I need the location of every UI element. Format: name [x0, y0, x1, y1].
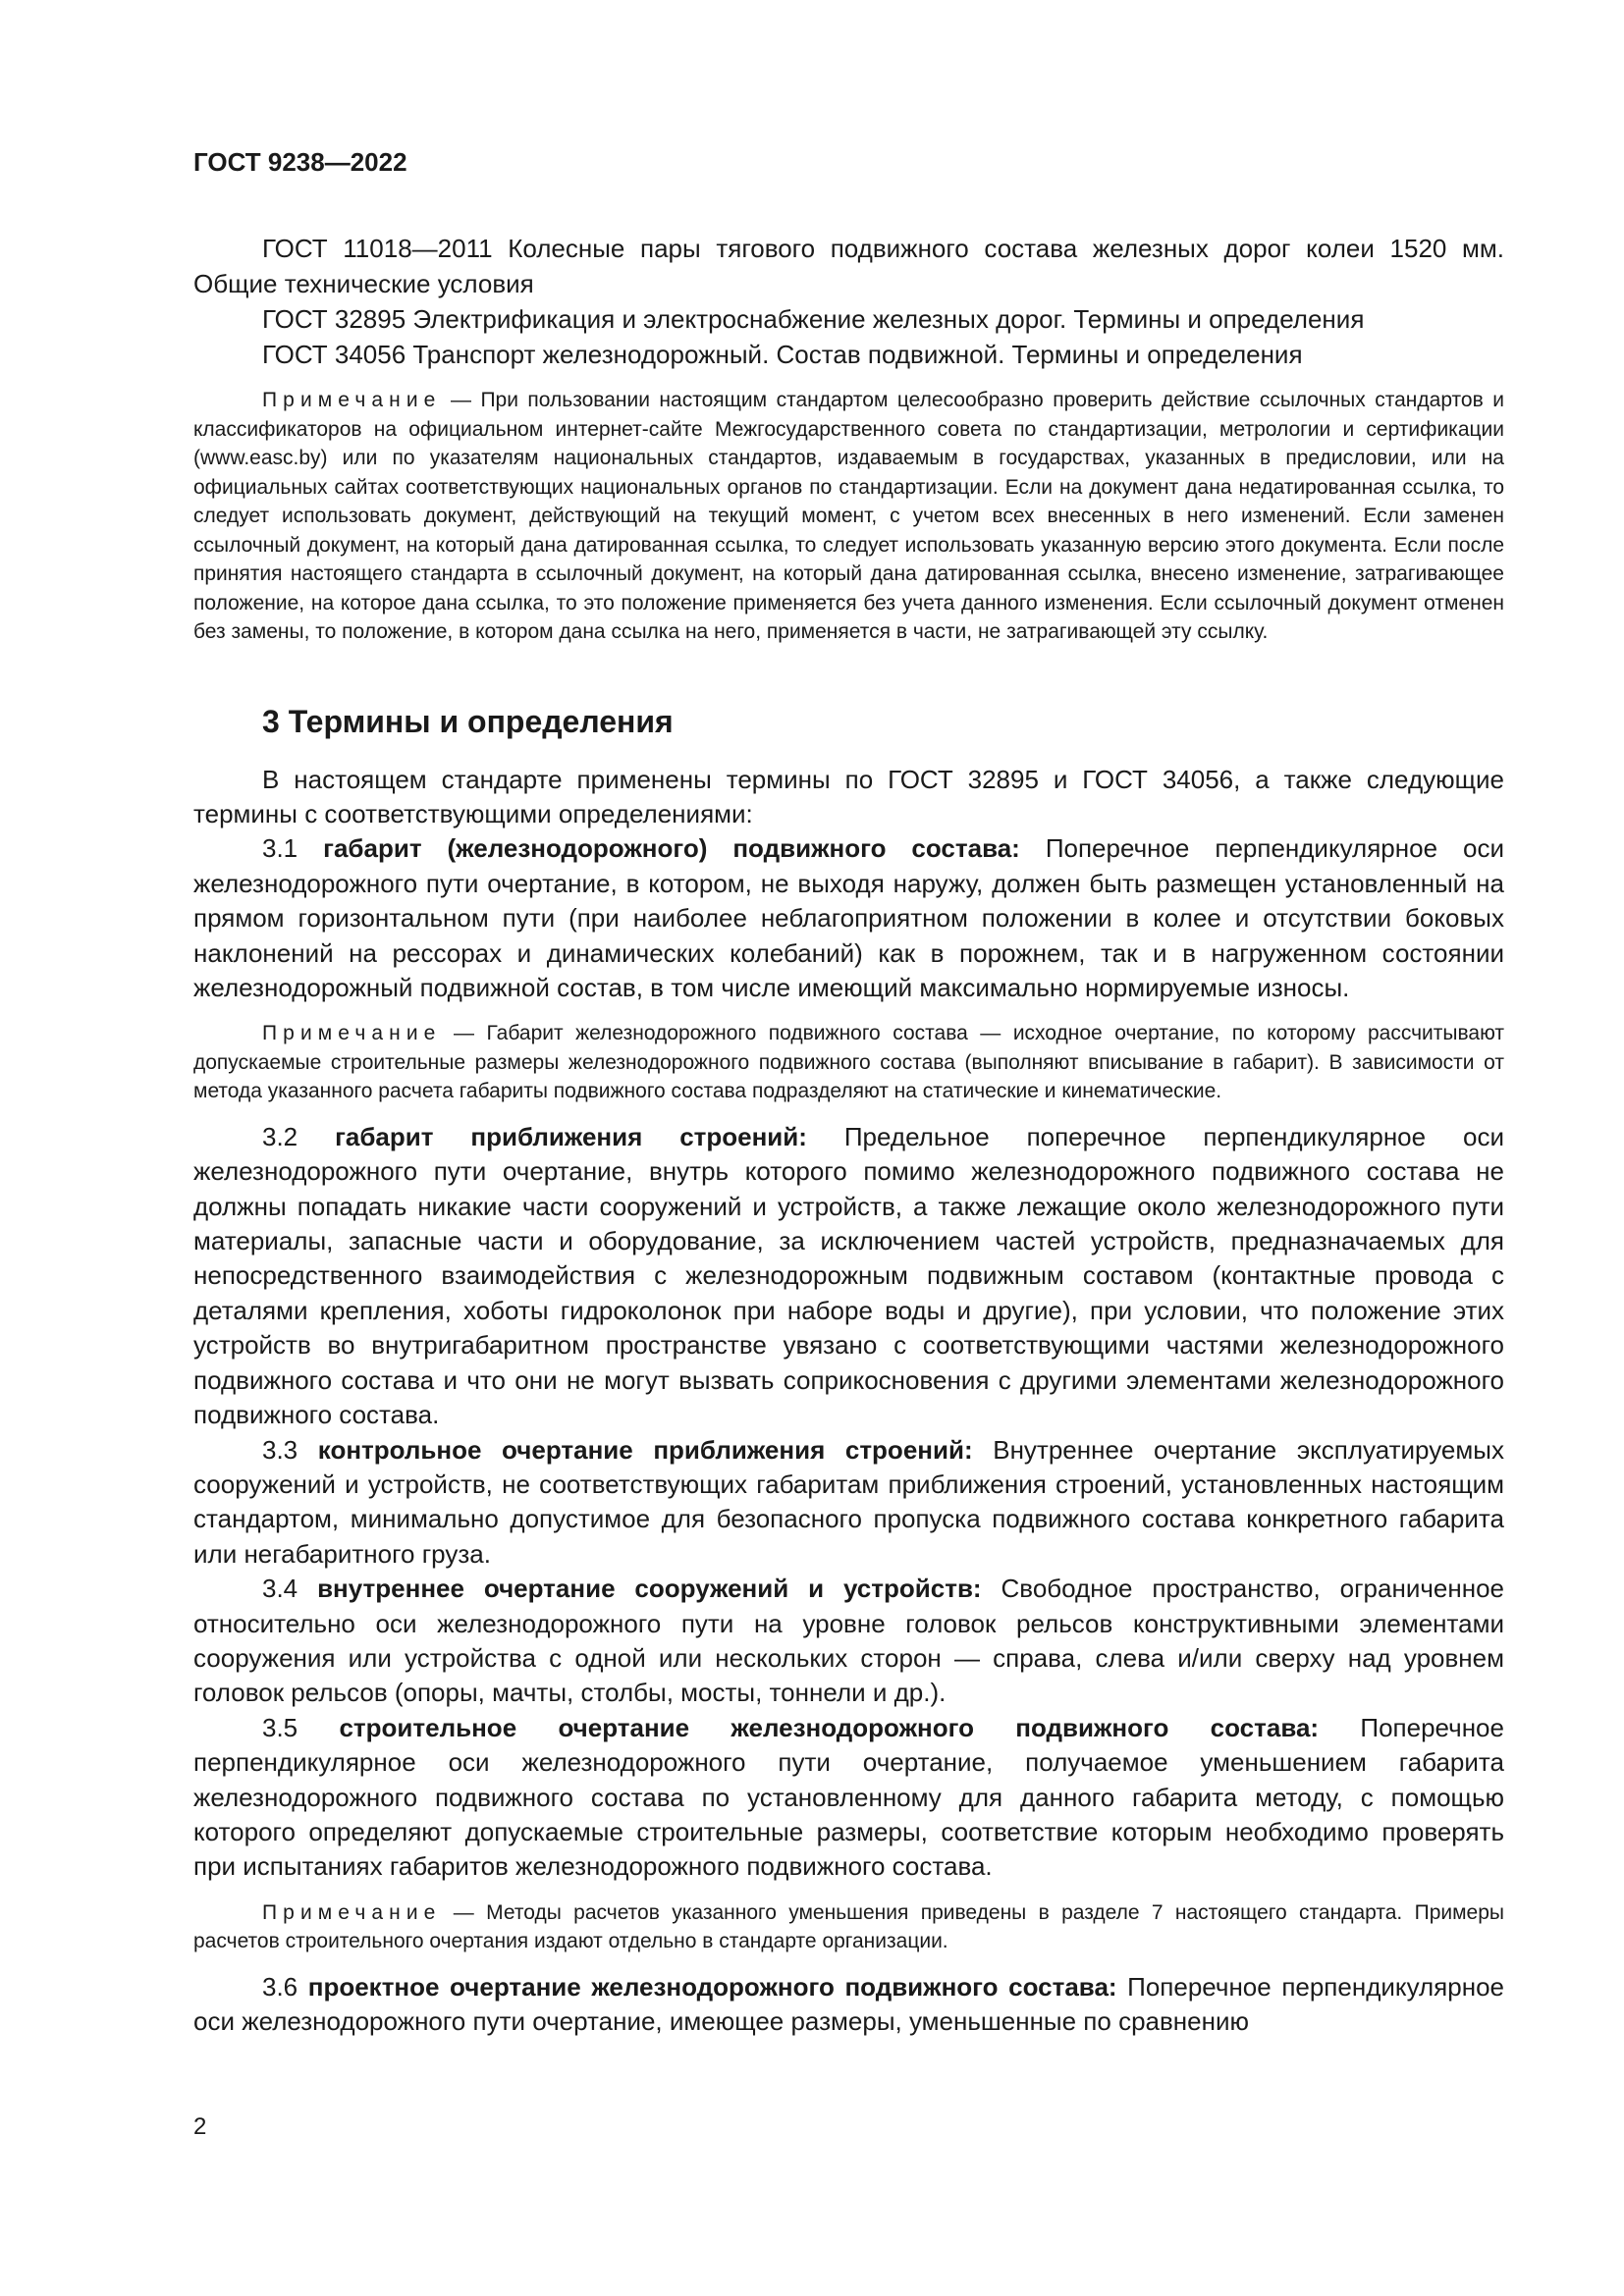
term-entry-3-2	[193, 1120, 1504, 1433]
section-intro: В настоящем стандарте применены термины по ГОСТ 32895 и ГОСТ 34056, а также следующие термины с соответствующими определениями:	[193, 764, 1504, 828]
note-text: — При пользовании настоящим стандартом целесообразно проверить действие ссылочных стандартов и классификаторов на официальном интернет-сайте Межгосударственного совета по стандартизации, метрологии и сертификации (www.easc.by) или по указателям национальных стандартов, издаваемым в государствах, указанных в предисловии, или на официальных сайтах соответствующих национальных органов по стандартизации. Если на документ дана недатированная ссылка, то следует использовать документ, действующий на текущий момент, с учетом всех внесенных в него изменений. Если заменен ссылочный документ, на который дана датированная ссылка, то следует использовать указанную версию этого документа. Если после принятия настоящего стандарта в ссылочный документ, на который дана датированная ссылка, внесено изменение, затрагивающее положение, на которое дана ссылка, то это положение применяется без учета данного изменения. Если ссылочный документ отменен без замены, то положение, в котором дана ссылка на него, применяется в части, не затрагивающей эту ссылку.	[193, 389, 1504, 643]
reference-item: ГОСТ 32895 Электрификация и электроснабжение железных дорог. Термины и определения	[262, 304, 1365, 334]
term-number: 3.3	[262, 1434, 298, 1465]
term-entry-3-1	[193, 831, 1504, 1005]
term-number: 3.5	[262, 1712, 298, 1742]
document-id-header: ГОСТ 9238—2022	[193, 147, 407, 177]
term-definition: Внутреннее очертание эксплуатируемых сооружений и устройств, не соответствующих габаритам приближения строений, установленных настоящим стандартом, минимально допустимое для безопасного пропуска подвижного состава конкретного габарита или негабаритного груза.	[193, 1434, 1504, 1569]
term-number: 3.4	[262, 1574, 298, 1604]
term-name: контрольное очертание приближения строений:	[317, 1434, 973, 1465]
reference-item: ГОСТ 34056 Транспорт железнодорожный. Состав подвижной. Термины и определения	[262, 340, 1303, 369]
term-number: 3.2	[262, 1121, 298, 1151]
term-definition: Поперечное перпендикулярное оси железнодорожного пути очертание, получаемое уменьшением габарита железнодорожного подвижного состава по установленному для данного габарита методу, с помощью которого определяют допускаемые строительные размеры, соответствие которым необходимо проверять при испытаниях габаритов железнодорожного подвижного состава.	[193, 1712, 1504, 1882]
term-definition: Свободное пространство, ограниченное относительно оси железнодорожного пути на уровне головок рельсов конструктивными элементами сооружения или устройства с одной или нескольких сторон — справа, слева и/или сверху над уровнем головок рельсов (опоры, мачты, столбы, мосты, тоннели и др.).	[193, 1574, 1505, 1708]
term-entry-3-3	[193, 1433, 1504, 1573]
section-title: 3 Термины и определения	[262, 703, 674, 739]
term-name: габарит (железнодорожного) подвижного состава:	[323, 833, 1020, 864]
term-definition: Поперечное перпендикулярное оси железнодорожного пути очертание, в котором, не выходя наружу, должен быть размещен установленный на прямом горизонтальном пути (при наиболее неблагоприятном положении в колее и отсутствии боковых наклонений на рессорах и динамических колебаний) как в порожнем, так и в нагруженном состоянии железнодорожный подвижной состав, в том числе имеющий максимально нормируемые износы.	[193, 833, 1504, 1002]
term-entry-3-5	[193, 1711, 1504, 1885]
term-entry-3-6	[193, 1970, 1504, 2040]
page-number: 2	[193, 2113, 207, 2140]
term-entry-3-4	[193, 1572, 1504, 1711]
note-label: Примечание	[262, 1900, 442, 1924]
note-label: Примечание	[262, 389, 442, 411]
term-name: проектное очертание железнодорожного подвижного состава:	[307, 1971, 1117, 2002]
term-name: внутреннее очертание сооружений и устройств:	[317, 1574, 982, 1604]
note-label: Примечание	[262, 1022, 442, 1045]
note-text: — Габарит железнодорожного подвижного состава — исходное очертание, по которому рассчитывают допускаемые строительные размеры железнодорожного подвижного состава (выполняют вписывание в габарит). В зависимости от метода указанного расчета габариты подвижного состава подразделяют на статические и кинематические.	[193, 1022, 1504, 1103]
references-note	[193, 386, 1504, 647]
term-name: габарит приближения строений:	[335, 1121, 807, 1151]
page-content	[193, 147, 1504, 2040]
term-note-3-5	[193, 1898, 1504, 1956]
term-name: строительное очертание железнодорожного подвижного состава:	[339, 1712, 1320, 1742]
note-text: — Методы расчетов указанного уменьшения приведены в разделе 7 настоящего стандарта. Примеры расчетов строительного очертания издают отдельно в стандарте организации.	[193, 1900, 1504, 1953]
reference-item: ГОСТ 11018—2011 Колесные пары тягового подвижного состава железных дорог колеи 1520 мм. Общие технические условия	[193, 234, 1504, 298]
term-definition: Предельное поперечное перпендикулярное оси железнодорожного пути очертание, внутрь которого помимо железнодорожного подвижного состава не должны попадать никакие части сооружений и устройств, а также лежащие около железнодорожного пути материалы, запасные части и оборудование, за исключением частей устройств, предназначаемых для непосредственного взаимодействия с железнодорожным подвижным составом (контактные провода с деталями крепления, хоботы гидроколонок при наборе воды и другие), при условии, что положение этих устройств во внутригабаритном пространстве увязано с соответствующими частями железнодорожного подвижного состава и что они не могут вызвать соприкосновения с другими элементами железнодорожного подвижного состава.	[193, 1121, 1504, 1430]
term-definition: Поперечное перпендикулярное оси железнодорожного пути очертание, имеющее размеры, уменьшенные по сравнению	[193, 1971, 1504, 2037]
term-number: 3.1	[262, 833, 298, 864]
term-number: 3.6	[262, 1971, 298, 2002]
term-note-3-1	[193, 1019, 1504, 1106]
